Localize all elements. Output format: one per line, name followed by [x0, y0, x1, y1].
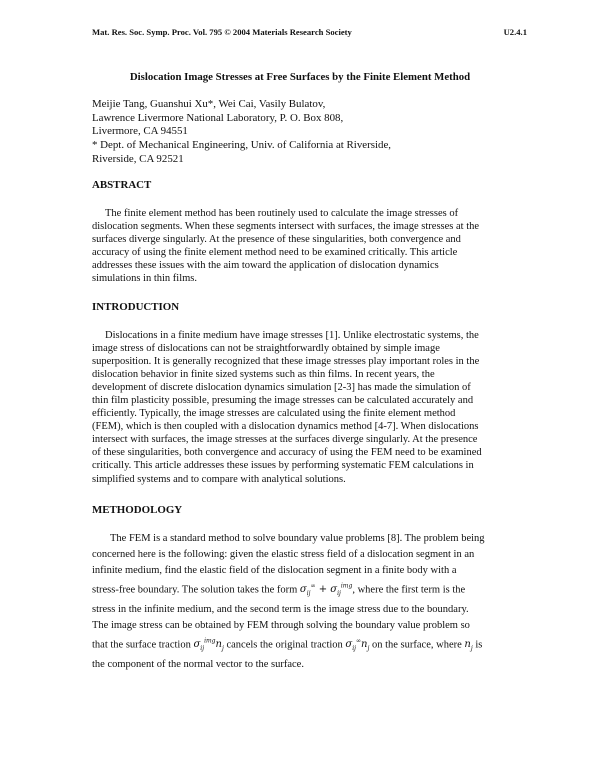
text-line: superposition. It is generally recognized that these image stresses play important roles in the: [92, 356, 480, 368]
img-superscript: img: [204, 637, 216, 645]
text-line: The FEM is a standard method to solve boundary value problems [8]. The problem being: [110, 533, 485, 544]
text-line: image stress of dislocations can not be straightforwardly obtained by simple image: [92, 343, 440, 355]
text-line: the component of the normal vector to the surface.: [92, 659, 304, 670]
plus-symbol: +: [318, 584, 328, 596]
normal-vector-symbol: [464, 639, 473, 653]
affiliation-line: Lawrence Livermore National Laboratory, P. O. Box 808,: [92, 111, 344, 124]
methodology-heading: METHODOLOGY: [92, 504, 183, 516]
j-subscript: j: [367, 645, 370, 653]
text-line: simplified systems and to compare with analytical solutions.: [92, 473, 346, 485]
text-line: Dislocations in a finite medium have image stresses [1]. Unlike electrostatic systems, the: [105, 330, 479, 341]
affiliation-line: Riverside, CA 92521: [92, 152, 184, 165]
author-block: [92, 98, 532, 167]
text-line: of these singularities, both convergence and accuracy of using the FEM need to be examined: [92, 447, 482, 459]
text-line: The finite element method has been routinely used to calculate the image stresses of: [105, 208, 459, 219]
n-symbol: n: [361, 639, 368, 651]
text-line: dislocation segments. When these segments intersect with surfaces, the image stresses at the: [92, 221, 480, 233]
text-line: development of discrete dislocation dynamics simulation [2-3] has made the simulation of: [92, 382, 471, 394]
ij-subscript: ij: [352, 645, 357, 653]
j-subscript: j: [470, 645, 473, 653]
author-line: Meijie Tang, Guanshui Xu*, Wei Cai, Vasily Bulatov,: [92, 98, 326, 110]
text-line: addresses these issues with the aim toward the application of dislocation dynamics: [92, 260, 439, 272]
text-fragment: cancels the original traction: [226, 639, 343, 651]
text-line: [92, 579, 529, 602]
ij-subscript: ij: [306, 590, 311, 598]
text-fragment: is: [475, 639, 483, 651]
text-fragment: , where the first term is the: [352, 584, 466, 596]
text-line: infinite medium, find the elastic field of the dislocation segment in a finite body with a: [92, 564, 457, 576]
text-line: dislocation behavior in finite sized systems such as thin films. In recent years, the: [92, 369, 435, 381]
ij-subscript: ij: [337, 590, 341, 598]
text-line: efficiently. Typically, the image stresses are calculated using the finite element method: [92, 408, 456, 420]
introduction-heading: INTRODUCTION: [92, 301, 180, 313]
text-line: [92, 634, 529, 657]
text-line: intersect with surfaces, the image stresses at the surfaces diverge singularly. At the presence: [92, 434, 478, 446]
n-symbol: n: [464, 639, 471, 651]
stress-decomposition-formula: [299, 582, 353, 598]
text-line: concerned here is the following: given the elastic stress field of a dislocation segment in an: [92, 548, 475, 560]
text-line: surfaces diverge singularly. At the presence of these singularities, both convergence and: [92, 234, 461, 246]
text-line: stress in the infinite medium, and the second term is the image stress due to the boundary.: [92, 603, 469, 615]
text-line: thin film plasticity possible, presuming the image stresses can be calculated accurately and: [92, 395, 474, 407]
text-fragment: on the surface, where: [371, 639, 462, 651]
text-line: The image stress can be obtained by FEM through solving the boundary value problem so: [92, 619, 470, 631]
n-symbol: n: [215, 639, 222, 651]
abstract-heading: ABSTRACT: [92, 179, 152, 191]
text-line: (FEM), which is then coupled with a dislocation dynamics method [4-7]. When dislocations: [92, 421, 479, 433]
img-superscript: img: [340, 582, 353, 590]
journal-header: Mat. Res. Soc. Symp. Proc. Vol. 795 © 2004 Materials Research Society: [92, 27, 352, 37]
introduction-body: [92, 329, 529, 486]
sigma-symbol: σ: [330, 584, 338, 596]
methodology-body: [92, 531, 529, 673]
paper-title: Dislocation Image Stresses at Free Surfaces by the Finite Element Method: [129, 71, 471, 83]
text-line: critically. This article addresses these issues by performing systematic FEM calculations in: [92, 460, 474, 472]
abstract-body: [92, 207, 529, 285]
affiliation-line: Livermore, CA 94551: [92, 125, 188, 138]
infinity-superscript: ∞: [356, 637, 362, 645]
text-line: accuracy of using the finite element method need to be examined critically. This article: [92, 247, 458, 259]
sigma-symbol: σ: [193, 639, 201, 651]
j-subscript: j: [221, 645, 224, 653]
image-traction-formula: [193, 637, 224, 653]
sigma-symbol: σ: [299, 584, 307, 596]
ij-subscript: ij: [200, 645, 205, 653]
text-fragment: that the surface traction: [92, 639, 191, 651]
affiliation-line: * Dept. of Mechanical Engineering, Univ. of California at Riverside,: [92, 139, 391, 152]
text-line: simulations in thin films.: [92, 273, 198, 285]
infinity-superscript: ∞: [310, 582, 316, 590]
page-code: U2.4.1: [503, 27, 527, 37]
text-fragment: stress-free boundary. The solution takes the form: [92, 584, 298, 596]
original-traction-formula: [345, 637, 370, 653]
sigma-symbol: σ: [345, 639, 353, 651]
